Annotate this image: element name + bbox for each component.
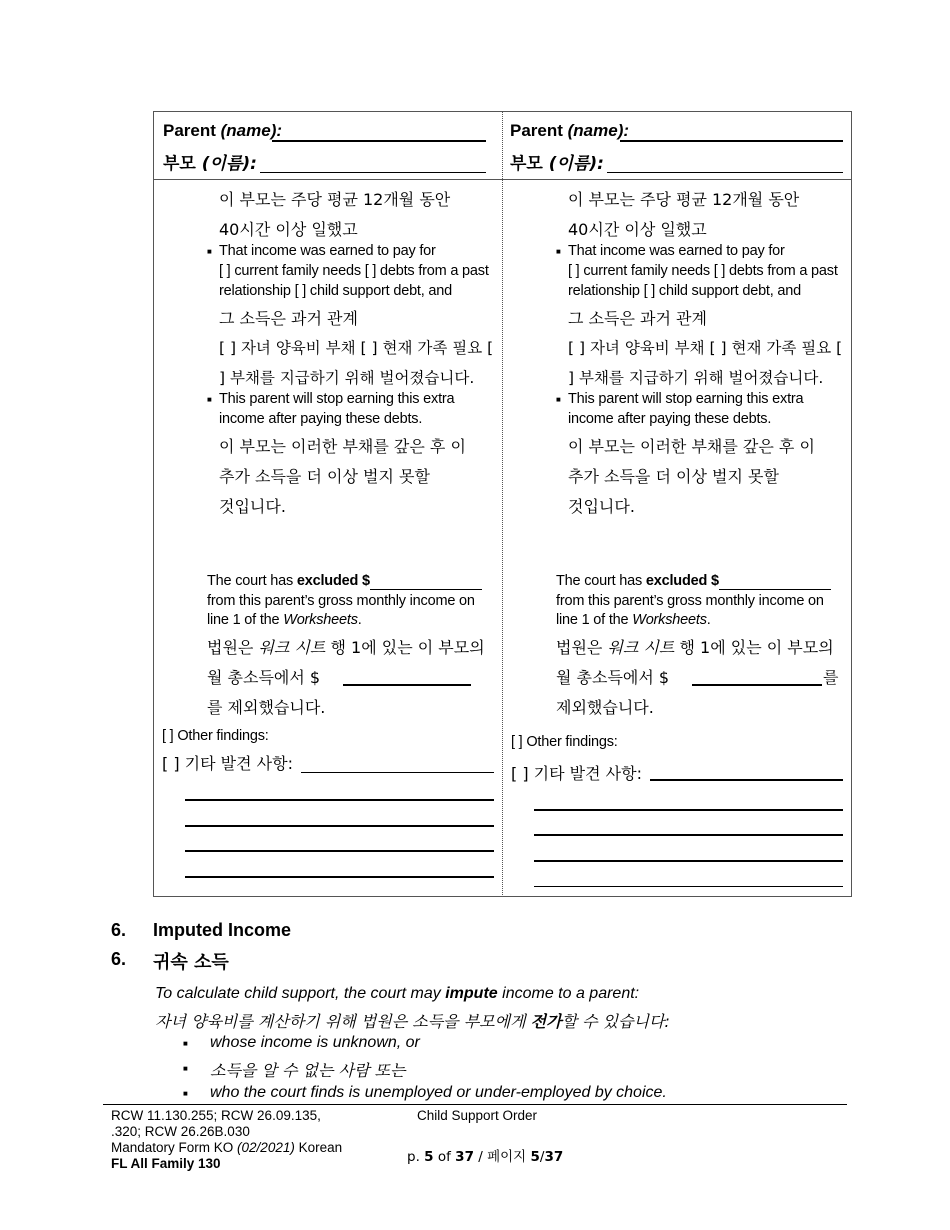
- stop-earning-line1: This parent will stop earning this extra: [568, 391, 804, 407]
- korean-court-line3: 제외했습니다.: [556, 698, 654, 717]
- parent-korean-input-left[interactable]: [260, 172, 486, 173]
- korean-stop-line1: 이 부모는 이러한 부채를 갚은 후 이: [219, 437, 466, 456]
- korean-stop-line3: 것입니다.: [568, 497, 635, 516]
- korean-court-line1: 법원은 워크 시트 행 1에 있는 이 부모의: [207, 638, 485, 657]
- korean-stop-line2: 추가 소득을 더 이상 벌지 못할: [568, 467, 779, 486]
- stop-earning-line1: This parent will stop earning this extra: [219, 391, 455, 407]
- findings-line-right[interactable]: [534, 834, 843, 836]
- header-divider: [153, 179, 852, 180]
- court-excluded-line2: from this parent’s gross monthly income on: [556, 593, 824, 609]
- findings-line-left[interactable]: [185, 825, 494, 827]
- imputed-intro: To calculate child support, the court may impute income to a parent:: [155, 985, 640, 1002]
- imputed-intro-korean: 자녀 양육비를 계산하기 위해 법원은 소득을 부모에게 전가할 수 있습니다:: [155, 1012, 670, 1031]
- korean-court-line2: 월 총소득에서 $: [207, 668, 321, 687]
- korean-hours-line1: 이 부모는 주당 평균 12개월 동안: [219, 190, 451, 209]
- korean-court-line1: 법원은 워크 시트 행 1에 있는 이 부모의: [556, 638, 834, 657]
- footer-form-line: Mandatory Form KO (02/2021) Korean: [111, 1140, 343, 1155]
- korean-other-findings-checkbox-right[interactable]: [ ] 기타 발견 사항:: [511, 764, 642, 783]
- korean-stop-line2: 추가 소득을 더 이상 벌지 못할: [219, 467, 430, 486]
- section-title-korean: 귀속 소득: [153, 952, 229, 973]
- stop-earning-line2: income after paying these debts.: [568, 411, 772, 427]
- income-earned-line2: [ ] current family needs [ ] debts from a past: [568, 263, 838, 279]
- income-earned-line3: relationship [ ] child support debt, and: [568, 283, 802, 299]
- footer-page-number: p. 5 of 37 / 페이지 5/37: [407, 1149, 564, 1165]
- parent-name-input-right[interactable]: [620, 140, 843, 142]
- korean-court-line3: 를 제외했습니다.: [207, 698, 326, 717]
- other-findings-input-left[interactable]: [301, 772, 494, 773]
- court-excluded-line1: The court has excluded $: [556, 573, 719, 589]
- income-earned-line3: relationship [ ] child support debt, and: [219, 283, 453, 299]
- korean-hours-line1: 이 부모는 주당 평균 12개월 동안: [568, 190, 800, 209]
- footer-rule: [103, 1104, 847, 1105]
- bullet-icon: ■: [183, 1064, 188, 1073]
- bullet-icon: ■: [207, 395, 212, 404]
- excluded-amount-input-right[interactable]: [719, 589, 831, 590]
- findings-line-right[interactable]: [534, 886, 843, 887]
- findings-line-right[interactable]: [534, 809, 843, 811]
- imputed-bullet: whose income is unknown, or: [210, 1034, 420, 1051]
- korean-excluded-amount-input-right[interactable]: [692, 684, 822, 686]
- korean-income-line1: 그 소득은 과거 관계: [219, 309, 358, 328]
- other-findings-checkbox-left[interactable]: [ ] Other findings:: [162, 728, 269, 744]
- korean-income-line1: 그 소득은 과거 관계: [568, 309, 707, 328]
- court-excluded-line3: line 1 of the Worksheets.: [207, 612, 362, 628]
- korean-hours-line2: 40시간 이상 일했고: [219, 220, 358, 239]
- income-earned-line1: That income was earned to pay for: [219, 243, 436, 259]
- parent-korean-label-left: 부모 (이름):: [163, 154, 257, 174]
- court-excluded-line3: line 1 of the Worksheets.: [556, 612, 711, 628]
- imputed-bullet: who the court finds is unemployed or under-employed by choice.: [210, 1084, 667, 1101]
- parent-name-input-left[interactable]: [272, 140, 486, 142]
- findings-line-left[interactable]: [185, 799, 494, 801]
- parent-name-label-right: Parent (name):: [510, 121, 630, 140]
- income-earned-line1: That income was earned to pay for: [568, 243, 785, 259]
- other-findings-input-right[interactable]: [650, 779, 843, 781]
- bullet-icon: ■: [556, 247, 561, 256]
- parent-name-label-left: Parent (name):: [163, 121, 283, 140]
- column-divider: [502, 111, 503, 897]
- korean-court-line2: 월 총소득에서 $: [556, 668, 670, 687]
- korean-income-line3: ] 부채를 지급하기 위해 벌어졌습니다.: [219, 369, 475, 387]
- findings-line-left[interactable]: [185, 876, 494, 878]
- korean-stop-line3: 것입니다.: [219, 497, 286, 516]
- parent-korean-label-right: 부모 (이름):: [510, 154, 604, 174]
- other-findings-checkbox-right[interactable]: [ ] Other findings:: [511, 734, 618, 750]
- korean-excluded-amount-input-left[interactable]: [343, 684, 471, 686]
- korean-income-line2: [ ] 자녀 양육비 부채 [ ] 현재 가족 필요 [: [219, 339, 494, 357]
- findings-line-left[interactable]: [185, 850, 494, 852]
- section-title: Imputed Income: [153, 920, 292, 940]
- footer-form-id: FL All Family 130: [111, 1156, 221, 1171]
- korean-income-line2: [ ] 자녀 양육비 부채 [ ] 현재 가족 필요 [: [568, 339, 843, 357]
- imputed-bullet: 소득을 알 수 없는 사람 또는: [210, 1061, 406, 1080]
- findings-line-right[interactable]: [534, 860, 843, 862]
- income-earned-line2: [ ] current family needs [ ] debts from a past: [219, 263, 489, 279]
- korean-court-suffix: 를: [823, 668, 839, 687]
- korean-income-line3: ] 부채를 지급하기 위해 벌어졌습니다.: [568, 369, 824, 387]
- bullet-icon: ■: [556, 395, 561, 404]
- excluded-amount-input-left[interactable]: [370, 589, 482, 590]
- korean-stop-line1: 이 부모는 이러한 부채를 갚은 후 이: [568, 437, 815, 456]
- section-number: 6.: [111, 920, 127, 940]
- footer-title: Child Support Order: [417, 1108, 538, 1123]
- court-excluded-line2: from this parent’s gross monthly income on: [207, 593, 475, 609]
- footer-rcw-line1: RCW 11.130.255; RCW 26.09.135,: [111, 1108, 321, 1123]
- korean-other-findings-checkbox-left[interactable]: [ ] 기타 발견 사항:: [162, 754, 293, 773]
- korean-hours-line2: 40시간 이상 일했고: [568, 220, 707, 239]
- footer-rcw-line2: .320; RCW 26.26B.030: [111, 1124, 250, 1139]
- bullet-icon: ■: [207, 247, 212, 256]
- stop-earning-line2: income after paying these debts.: [219, 411, 423, 427]
- bullet-icon: ■: [183, 1039, 188, 1048]
- bullet-icon: ■: [183, 1089, 188, 1098]
- court-excluded-line1: The court has excluded $: [207, 573, 370, 589]
- section-number-korean: 6.: [111, 949, 127, 969]
- parent-korean-input-right[interactable]: [607, 172, 843, 173]
